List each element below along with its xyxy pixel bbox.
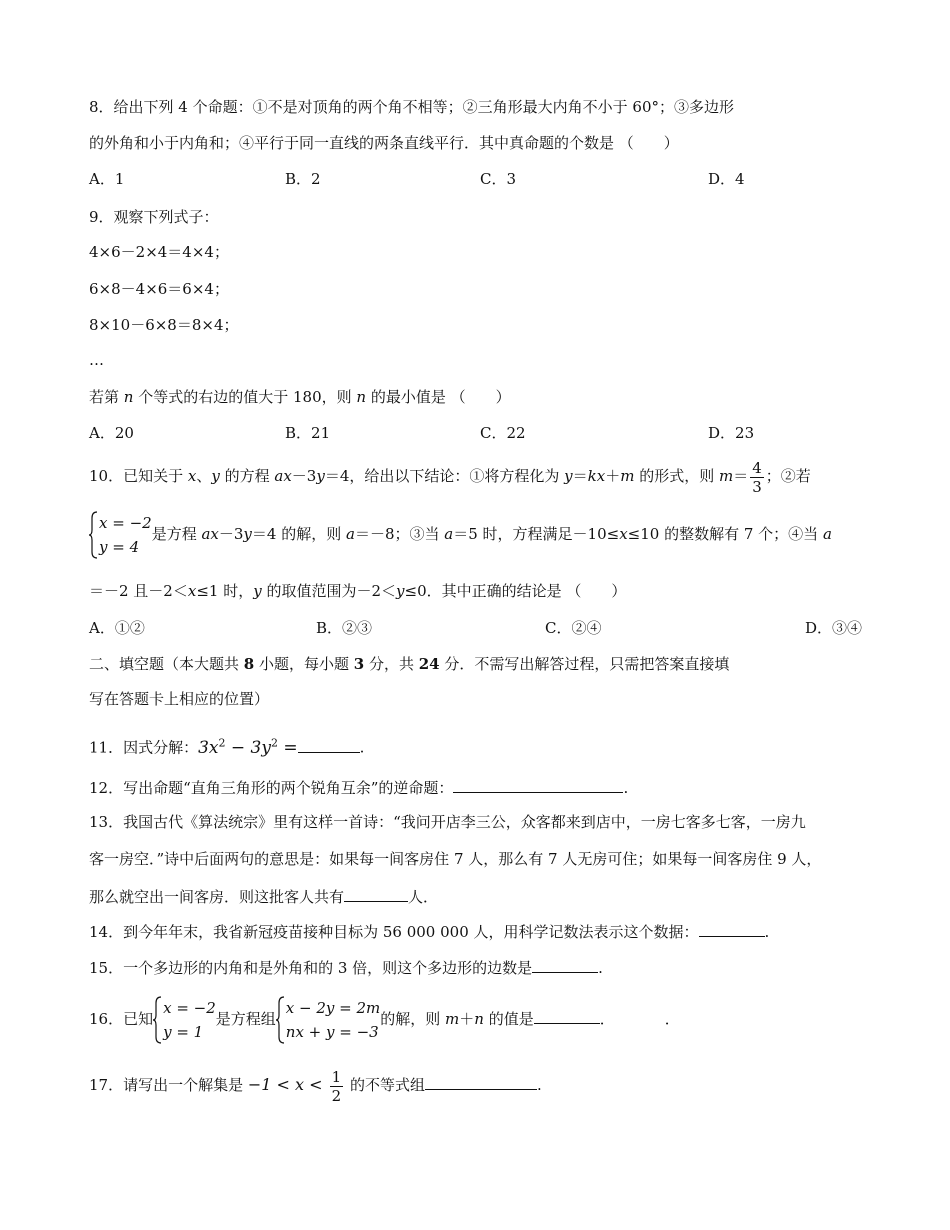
q9-option-a: A．20 [89, 424, 134, 442]
q15: 15．一个多边形的内角和是外角和的 3 倍，则这个多边形的边数是 . [89, 956, 603, 979]
q13-line2: 客一房空．”诗中后面两句的意思是：如果每一间客房住 7 人，那么有 7 人无房可住；如果每一间客房住 9 人， [89, 850, 822, 868]
q8-option-d: D．4 [708, 170, 745, 188]
q9-option-d: D．23 [708, 424, 755, 442]
q10-line2: x = −2 y = 4 是方程 ax－3y＝4 的解，则 a＝－8；③当 a＝5 时，方程满足－10≤x≤10 的整数解有 7 个；④当 a [89, 508, 832, 560]
q17-answer-blank[interactable] [425, 1073, 537, 1090]
q9-eq2: 6×8－4×6＝6×4； [89, 280, 229, 298]
q12-answer-blank[interactable] [453, 776, 623, 793]
q9-question: 若第 n 个等式的右边的值大于 180，则 n 的最小值是 （ ） [89, 388, 511, 406]
q16-solution-system: x = −2 y = 1 [153, 996, 216, 1044]
q8-option-c: C．3 [480, 170, 517, 188]
q8-option-b: B．2 [285, 170, 321, 188]
q9-option-b: B．21 [285, 424, 331, 442]
q10-option-a: A．①② [89, 619, 145, 637]
q10-option-c: C．②④ [545, 619, 602, 637]
q10-line3: ＝－2 且－2＜x≤1 时，y 的取值范围为－2＜y≤0．其中正确的结论是 （ ） [89, 582, 627, 600]
q14: 14．到今年年末，我省新冠疫苗接种目标为 56 000 000 人，用科学记数法表示这个数据： . [89, 920, 769, 943]
brace-icon [153, 996, 162, 1044]
q12: 12．写出命题“直角三角形的两个锐角互余”的逆命题： . [89, 776, 628, 799]
q9-eq1: 4×6－2×4＝4×4； [89, 243, 229, 261]
q11: 11．因式分解：$3x^2 - 3y^2$ = . [89, 736, 365, 758]
q13-line1: 13．我国古代《算法统宗》里有这样一首诗：“我问开店李三公，众客都来到店中，一房七客多七客，一房九 [89, 813, 806, 831]
q11-answer-blank[interactable] [298, 736, 360, 753]
q13-line3: 那么就空出一间客房．则这批客人共有 人． [89, 885, 438, 908]
q8-line2: 的外角和小于内角和；④平行于同一直线的两条直线平行．其中真命题的个数是 （ ） [89, 134, 679, 152]
section-2-heading: 二、填空题（本大题共 8 小题，每小题 3 分，共 24 分．不需写出解答过程，只需把答案直接填 [89, 655, 730, 673]
q16-answer-blank[interactable] [534, 1007, 600, 1024]
q15-answer-blank[interactable] [532, 956, 598, 973]
brace-icon [89, 511, 98, 559]
q17-fraction: $\frac{1}{2}$ [331, 1067, 342, 1105]
q9-eq3: 8×10－6×8＝8×4； [89, 316, 239, 334]
q10-system: x = −2 y = 4 [89, 511, 152, 559]
q8-line1: 8．给出下列 4 个命题：①不是对顶角的两个角不相等；②三角形最大内角不小于 60°；③多边形 [89, 98, 734, 116]
q10-option-d: D．③④ [805, 619, 863, 637]
q9-intro: 9．观察下列式子： [89, 208, 219, 226]
q10-option-b: B．②③ [316, 619, 373, 637]
q10-line1: 10．已知关于 x、y 的方程 ax－3y＝4，给出以下结论：①将方程化为 y＝kx＋m 的形式，则 m＝ $\frac{4}{3}$ ；②若 [89, 458, 811, 496]
q9-option-c: C．22 [480, 424, 526, 442]
q16: 16．已知 x = −2 y = 1 是方程组 x − 2y = 2m nx + y = −3 的解，则 m＋n 的值是 ． ． [89, 992, 680, 1046]
q16-equation-system: x − 2y = 2m nx + y = −3 [276, 996, 380, 1044]
q17: 17．请写出一个解集是 −1 < x < $\frac{1}{2}$ 的不等式组 . [89, 1067, 542, 1105]
q8-option-a: A．1 [89, 170, 125, 188]
brace-icon [276, 996, 285, 1044]
q14-answer-blank[interactable] [699, 920, 765, 937]
section-2-heading-line2: 写在答题卡上相应的位置） [89, 690, 270, 708]
q13-answer-blank[interactable] [344, 885, 408, 902]
q10-fraction: $\frac{4}{3}$ [752, 458, 762, 496]
q9-ellipsis: … [89, 351, 104, 369]
